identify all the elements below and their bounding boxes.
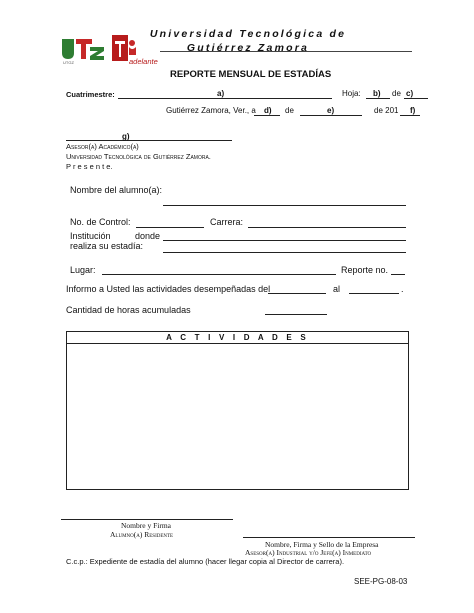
- activities-header: A C T I V I D A D E S: [67, 332, 408, 344]
- marker-e: e): [327, 106, 335, 115]
- date-de-label-1: de: [285, 106, 294, 115]
- student-name-label: Nombre del alumno(a):: [70, 185, 163, 195]
- period-start-field[interactable]: [268, 293, 326, 294]
- hoja-number-field[interactable]: [366, 98, 390, 99]
- career-label: Carrera:: [210, 217, 244, 227]
- student-signature-line[interactable]: [61, 519, 233, 520]
- period-al-label: al: [333, 284, 341, 294]
- utgz-logo: [60, 35, 106, 65]
- period-sentence: Informo a Usted las actividades desempeñadas del: [66, 284, 271, 294]
- student-signature-caption: Nombre y Firma: [121, 521, 171, 530]
- institution-field-1[interactable]: [163, 240, 406, 241]
- report-title: REPORTE MENSUAL DE ESTADÍAS: [170, 69, 332, 80]
- hoja-label: Hoja:: [342, 89, 361, 98]
- location-field[interactable]: [102, 274, 336, 275]
- period-end-dot: .: [401, 284, 404, 294]
- hours-label: Cantidad de horas acumuladas: [66, 305, 191, 315]
- hoja-total-field[interactable]: [404, 98, 428, 99]
- cuatrimestre-label: Cuatrimestre:: [66, 90, 115, 99]
- marker-f: f): [410, 106, 416, 115]
- adelante-logo: [110, 33, 160, 67]
- control-number-field[interactable]: [136, 227, 204, 228]
- header-divider: [160, 51, 412, 52]
- company-signature-role: Asesor(a) Industrial y/o Jefe(a) Inmediato: [245, 548, 372, 557]
- marker-b: b): [373, 89, 381, 98]
- marker-a: a): [217, 89, 225, 98]
- adelante-logo-text: adelante: [129, 57, 158, 66]
- document-code: SEE-PG-08-03: [354, 577, 408, 586]
- career-field[interactable]: [248, 227, 406, 228]
- institution-field-2[interactable]: [163, 252, 406, 253]
- report-number-field[interactable]: [391, 274, 405, 275]
- university-name-line1: Universidad Tecnológica de: [149, 28, 347, 40]
- activities-area[interactable]: [67, 344, 408, 489]
- place-date-prefix: Gutiérrez Zamora, Ver., a: [166, 106, 256, 115]
- addressee-role: Asesor(a) Académico(a): [66, 142, 139, 151]
- student-signature-role: Alumno(a) Residente: [110, 530, 174, 539]
- report-number-label: Reporte no.: [341, 265, 389, 275]
- cuatrimestre-label-text: Cuatrimestre: [66, 90, 113, 99]
- year-field[interactable]: [400, 115, 420, 116]
- university-name-line2: Gutiérrez Zamora: [186, 42, 310, 54]
- company-signature-caption: Nombre, Firma y Sello de la Empresa: [265, 540, 379, 549]
- student-name-field[interactable]: [163, 205, 406, 206]
- control-number-label: No. de Control:: [70, 217, 131, 227]
- day-field[interactable]: [254, 115, 280, 116]
- month-field[interactable]: [300, 115, 362, 116]
- marker-g: g): [122, 132, 130, 141]
- utgz-logo-text: UTGZ: [63, 60, 74, 65]
- date-de-label-2: de 201: [374, 106, 399, 115]
- institution-label-donde: donde: [135, 231, 161, 241]
- institution-label-1: Institución: [70, 231, 111, 241]
- company-signature-line[interactable]: [243, 537, 415, 538]
- marker-c: c): [406, 89, 414, 98]
- institution-label-2: realiza su estadía:: [70, 241, 144, 251]
- cuatrimestre-field[interactable]: [118, 98, 332, 99]
- hours-field[interactable]: [265, 314, 327, 315]
- ccp-note: C.c.p.: Expediente de estadía del alumno (hacer llegar copia al Director de carrera).: [66, 557, 345, 566]
- marker-d: d): [264, 106, 272, 115]
- activities-table: [66, 331, 409, 490]
- addressee-institution: Universidad Tecnológica de Gutiérrez Zamora.: [66, 152, 211, 161]
- addressee-presente: P r e s e n t e.: [66, 162, 113, 171]
- period-end-field[interactable]: [349, 293, 399, 294]
- location-label: Lugar:: [70, 265, 96, 275]
- advisor-name-field[interactable]: [66, 140, 232, 141]
- hoja-de-label: de: [392, 89, 401, 98]
